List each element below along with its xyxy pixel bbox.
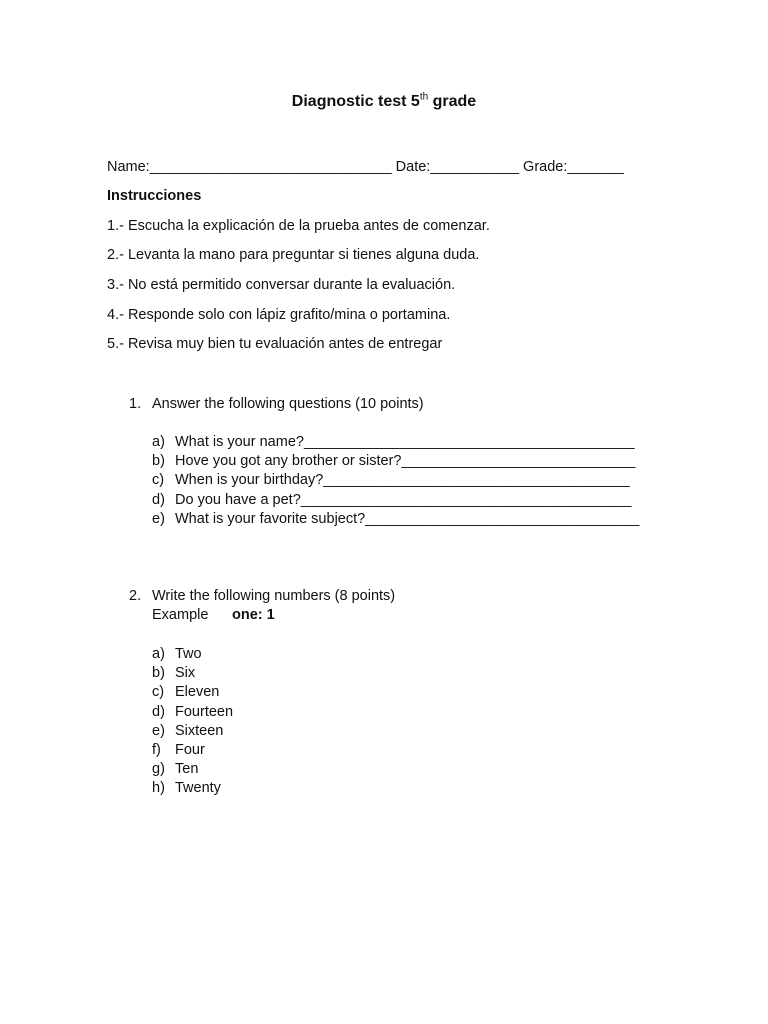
item-text: Hove you got any brother or sister?_____________________________ bbox=[175, 453, 636, 469]
item-marker: g) bbox=[152, 761, 165, 777]
item-marker: a) bbox=[152, 646, 165, 662]
item-marker: a) bbox=[152, 434, 165, 450]
item-text: Eleven bbox=[175, 684, 220, 700]
example-label: Example bbox=[152, 607, 209, 623]
section2-number: 2. bbox=[129, 588, 142, 604]
item-text: Sixteen bbox=[175, 723, 224, 739]
number-item bbox=[152, 703, 233, 721]
title-main: Diagnostic test 5 bbox=[291, 93, 420, 110]
item-text: When is your birthday?______________________________________ bbox=[175, 472, 630, 488]
item-marker: b) bbox=[152, 665, 165, 681]
instructions-heading: Instrucciones bbox=[107, 188, 202, 204]
example-line bbox=[152, 606, 275, 624]
instruction-item: 2.- Levanta la mano para preguntar si tienes alguna duda. bbox=[107, 247, 480, 263]
item-text: Four bbox=[175, 742, 205, 758]
item-marker: f) bbox=[152, 742, 161, 758]
item-text: Twenty bbox=[175, 780, 221, 796]
item-text: Fourteen bbox=[175, 704, 234, 720]
number-item bbox=[152, 645, 202, 663]
title-superscript: th bbox=[419, 91, 429, 103]
item-marker: c) bbox=[152, 684, 165, 700]
example-value: one: 1 bbox=[232, 607, 275, 623]
item-text: What is your favorite subject?__________________________________ bbox=[175, 511, 640, 527]
item-marker: e) bbox=[152, 723, 165, 739]
item-marker: b) bbox=[152, 453, 165, 469]
section2-heading bbox=[129, 587, 395, 605]
page-title bbox=[0, 93, 768, 111]
title-suffix: grade bbox=[428, 93, 477, 110]
item-marker: e) bbox=[152, 511, 165, 527]
student-info-line: Name:______________________________ Date:___________ Grade:_______ bbox=[107, 159, 624, 175]
instruction-item: 4.- Responde solo con lápiz grafito/mina o portamina. bbox=[107, 307, 451, 323]
section1-number: 1. bbox=[129, 396, 142, 412]
item-text: Ten bbox=[175, 761, 199, 777]
section1-heading bbox=[129, 395, 424, 413]
question-item bbox=[152, 491, 631, 509]
item-text: What is your name?_________________________________________ bbox=[175, 434, 635, 450]
item-marker: d) bbox=[152, 492, 165, 508]
question-item bbox=[152, 510, 639, 528]
item-marker: c) bbox=[152, 472, 165, 488]
section2-title: Write the following numbers (8 points) bbox=[152, 588, 396, 604]
item-text: Do you have a pet?_________________________________________ bbox=[175, 492, 632, 508]
item-marker: h) bbox=[152, 780, 165, 796]
section1-title: Answer the following questions (10 points) bbox=[152, 396, 424, 412]
number-item bbox=[152, 779, 221, 797]
number-item bbox=[152, 683, 219, 701]
item-marker: d) bbox=[152, 704, 165, 720]
number-item bbox=[152, 722, 223, 740]
item-text: Two bbox=[175, 646, 202, 662]
number-item bbox=[152, 741, 205, 759]
question-item bbox=[152, 452, 635, 470]
item-text: Six bbox=[175, 665, 196, 681]
instruction-item: 3.- No está permitido conversar durante la evaluación. bbox=[107, 277, 456, 293]
question-item bbox=[152, 471, 630, 489]
instruction-item: 5.- Revisa muy bien tu evaluación antes de entregar bbox=[107, 336, 443, 352]
instruction-item: 1.- Escucha la explicación de la prueba antes de comenzar. bbox=[107, 218, 490, 234]
question-item bbox=[152, 433, 635, 451]
number-item bbox=[152, 760, 198, 778]
number-item bbox=[152, 664, 195, 682]
